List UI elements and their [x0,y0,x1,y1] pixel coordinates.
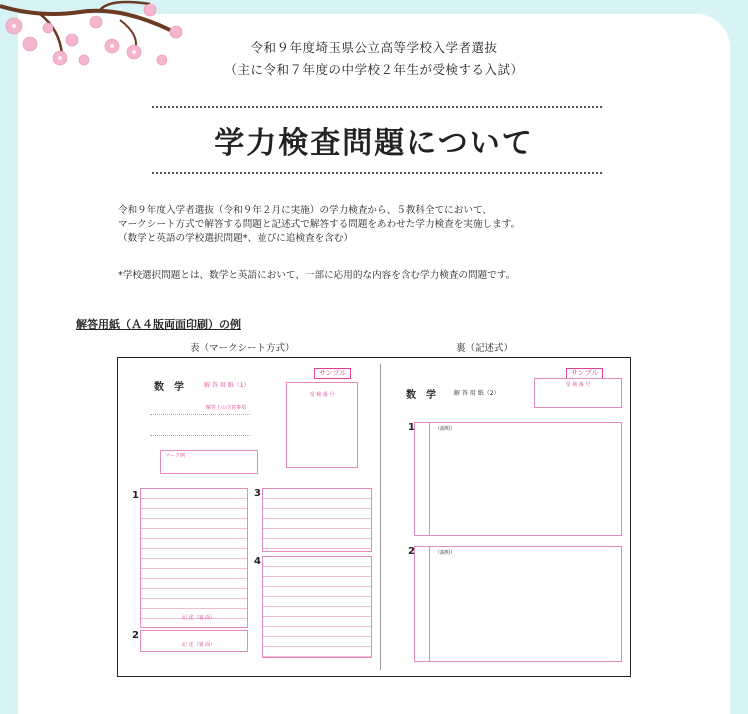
intro-line-3: （数学と英語の学校選択問題*、並びに追検査を含む） [118,233,354,244]
subject-front: 数 学 [154,382,184,393]
exam-number-label-back: 受 検 番 号 [565,382,591,388]
q3-mark-grid [262,488,372,552]
q2-kisai: 記 述（裏 面） [182,642,216,648]
caption-back: 裏（記述式） [456,343,514,354]
subject-back: 数 学 [406,390,436,401]
exam-number-grid-front [286,382,358,468]
instructions-title: 解答上の注意事項 [206,405,247,411]
question-1-front: 1 [132,490,139,501]
caption-front: 表（マークシート方式） [190,343,295,354]
divider-bottom [152,172,602,174]
q1-setsumei: （説明） [435,426,456,432]
instructions-text [150,414,250,436]
sheet-divider [380,364,381,670]
intro-line-2: マークシート方式で解答する問題と記述式で解答する問題をあわせた学力検査を実施します。 [118,219,521,230]
sample-tag-front: サンプル [314,368,351,379]
question-4-front: 4 [254,556,261,567]
question-1-back: 1 [408,422,415,433]
intro-line-1: 令和９年度入学者選抜（令和９年２月に実施）の学力検査から、５教科全てにおいて、 [118,205,492,216]
front-title: 解 答 用 紙（1） [204,382,250,389]
exam-number-label-front: 受 検 番 号 [309,392,335,398]
question-2-back: 2 [408,546,415,557]
q2-written-box [414,546,622,662]
answer-sheet-sample [117,357,631,677]
header-line-2: （主に令和７年度の中学校２年生が受検する入試） [224,62,524,77]
section-title: 解答用紙（Ａ４版両面印刷）の例 [76,318,241,331]
mark-example-box [160,450,258,474]
q1-written-box [414,422,622,536]
mark-example-label: マーク例 [165,453,186,459]
q4-mark-grid [262,556,372,658]
q1-kisai: 記 述（裏 面） [182,615,216,621]
q1-mark-grid [140,488,248,628]
q2-setsumei: （説明） [435,550,456,556]
question-2-front: 2 [132,630,139,641]
exam-number-grid-back [534,378,622,408]
header-line-1: 令和９年度埼玉県公立高等学校入学者選抜 [250,40,498,55]
divider-top [152,106,602,108]
question-3-front: 3 [254,488,261,499]
page-title: 学力検査問題について [214,126,534,161]
footnote: *学校選択問題とは、数学と英語において、一部に応用的な内容を含む学力検査の問題です。 [118,270,516,281]
sample-tag-back: サンプル [566,368,603,379]
back-title: 解 答 用 紙（2） [454,390,500,397]
